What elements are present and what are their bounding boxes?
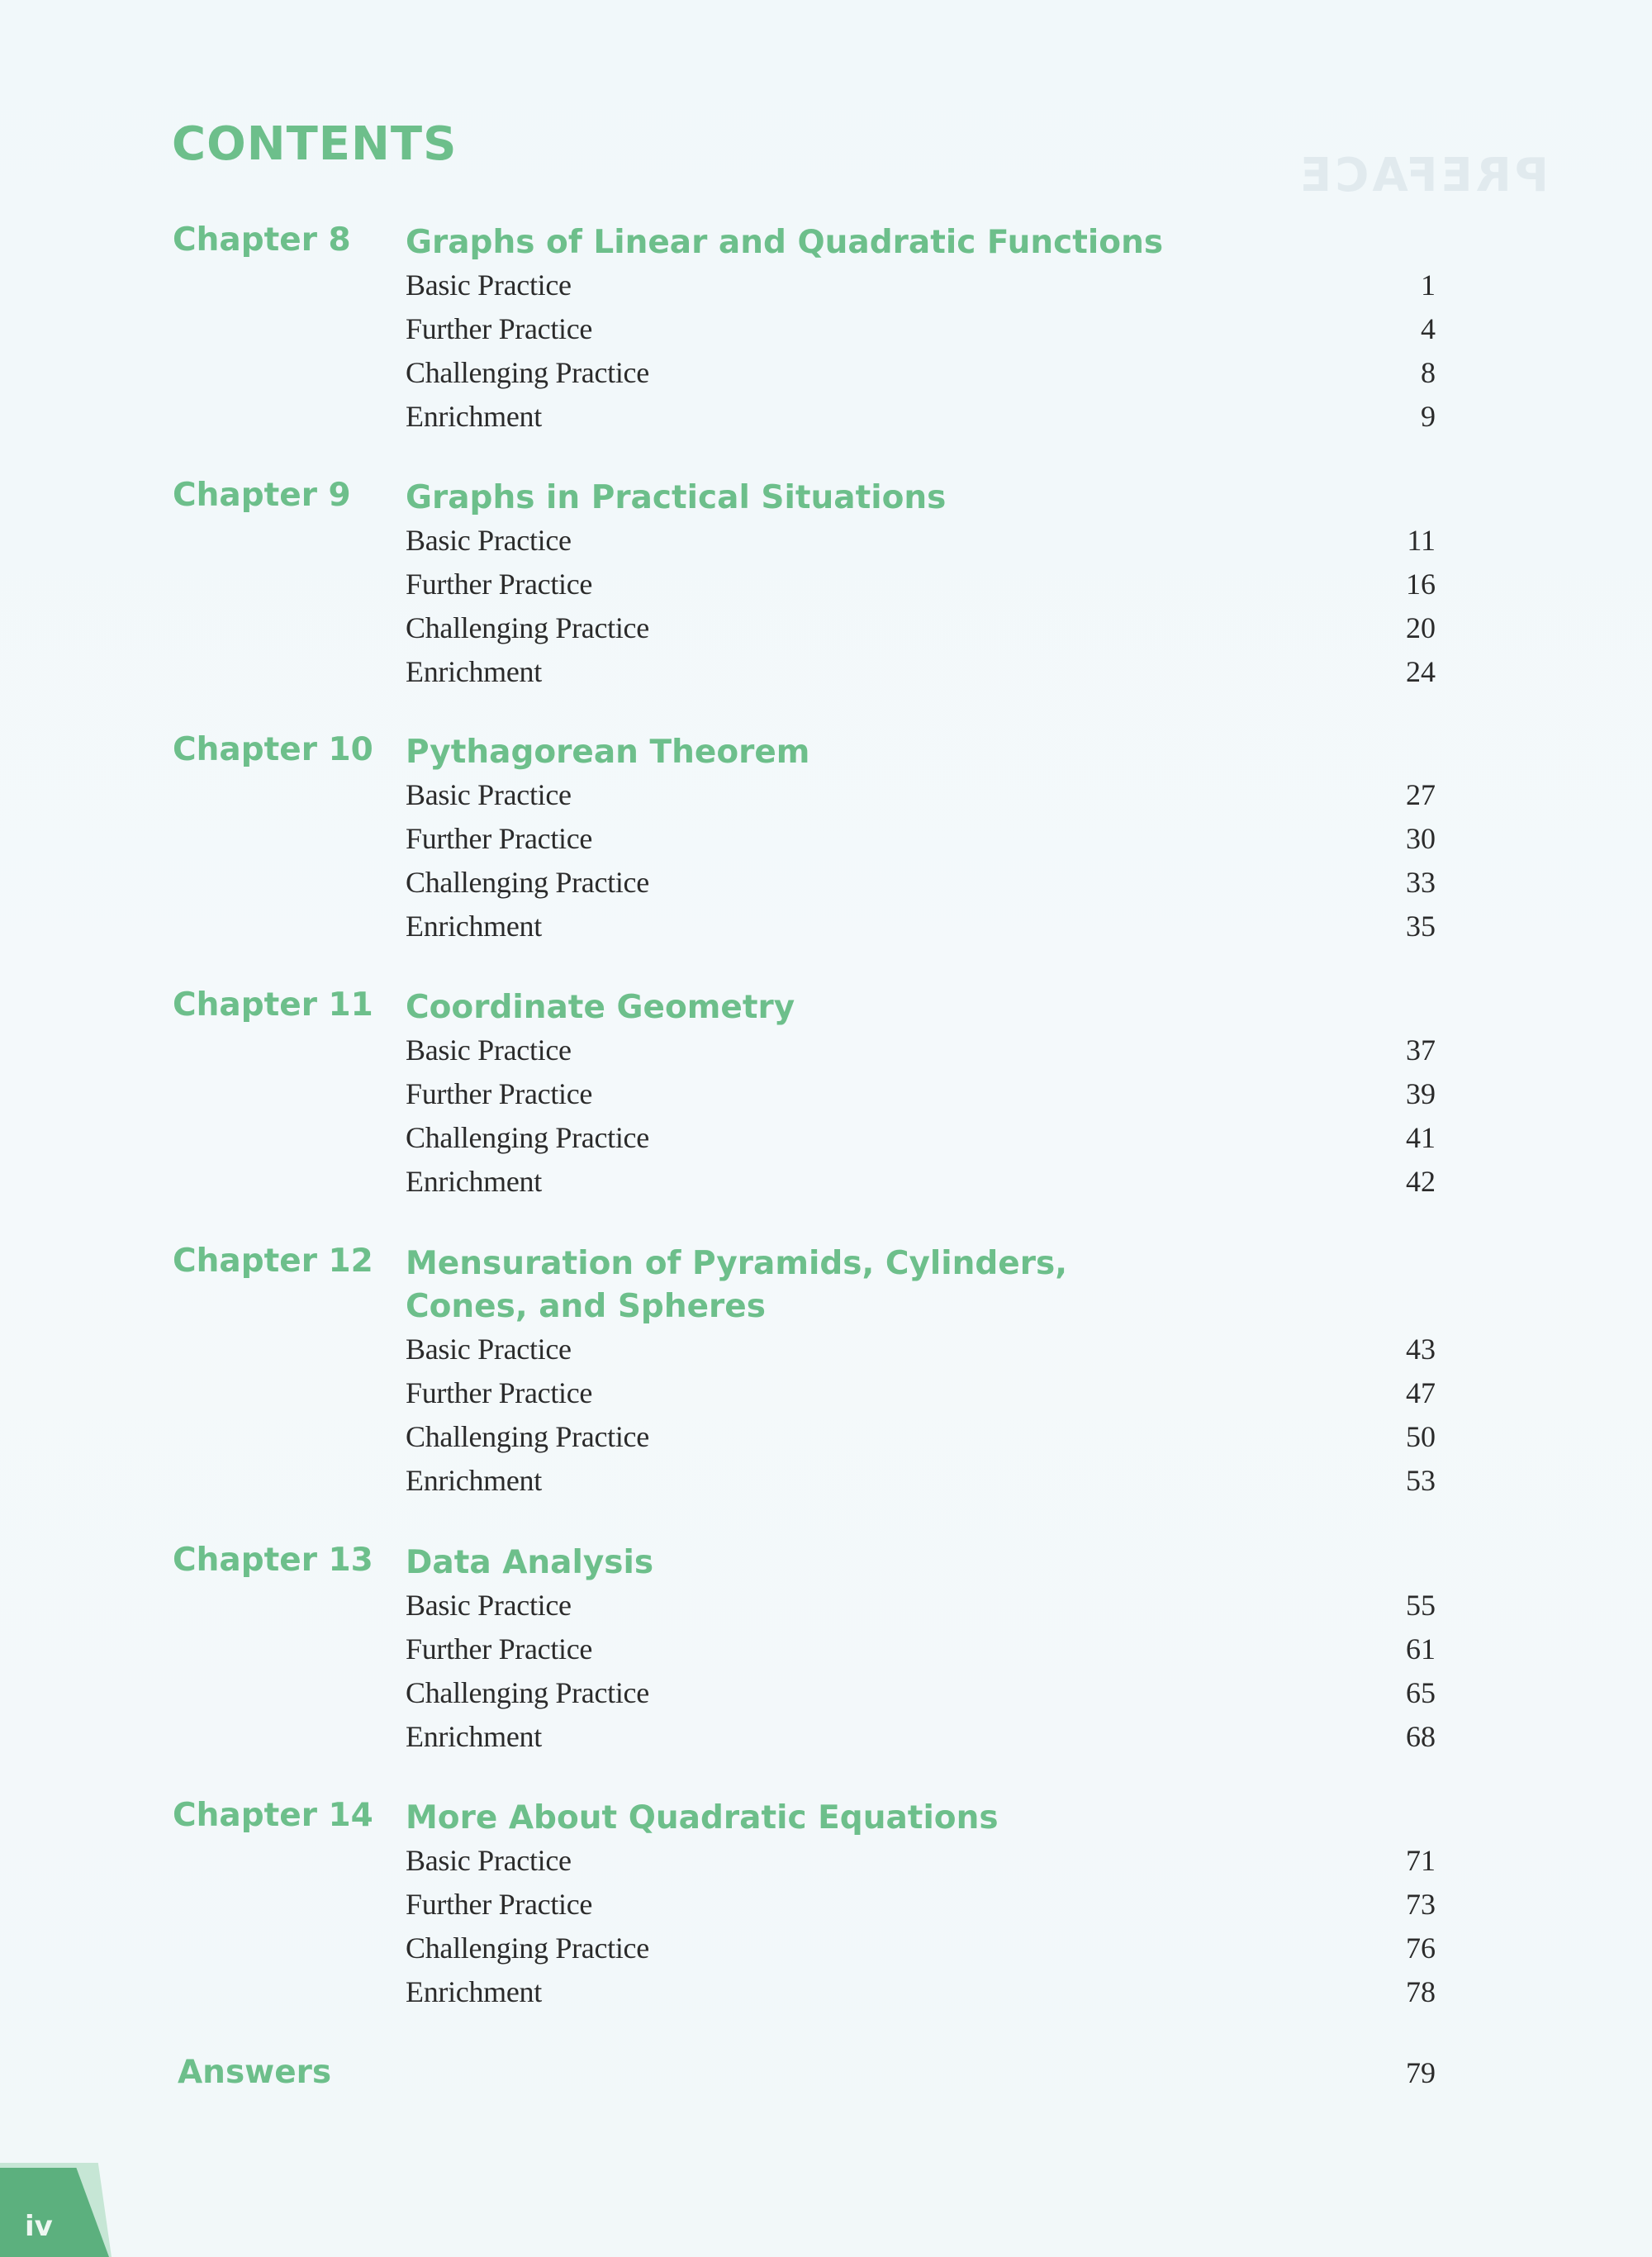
chapter-heading <box>0 986 1652 1029</box>
chapter-number: Chapter 9 <box>173 477 351 514</box>
chapter-title[interactable]: Mensuration of Pyramids, Cylinders, Cones, and Spheres <box>406 1245 1068 1325</box>
entry-page-number: 16 <box>1406 568 1436 601</box>
entry-page-number: 4 <box>1421 312 1436 345</box>
bleed-title: PREFACE <box>1297 149 1549 202</box>
answers-entry[interactable] <box>0 2054 1652 2097</box>
entry-page-number: 39 <box>1406 1077 1436 1110</box>
chapter-11 <box>0 986 1652 1205</box>
entry-page-number: 53 <box>1406 1464 1436 1497</box>
answers-page-number: 79 <box>1406 2056 1436 2089</box>
toc-entry[interactable] <box>0 264 1652 308</box>
chapter-title[interactable]: More About Quadratic Equations <box>406 1799 999 1836</box>
toc-entry[interactable] <box>0 1884 1652 1927</box>
entry-label: Challenging Practice <box>406 356 649 389</box>
entry-label: Further Practice <box>406 822 593 855</box>
toc-entry[interactable] <box>0 1117 1652 1161</box>
entry-label: Further Practice <box>406 1632 593 1665</box>
section-list <box>0 1328 1652 1504</box>
entry-page-number: 65 <box>1406 1676 1436 1709</box>
entry-label: Challenging Practice <box>406 611 649 644</box>
chapter-13 <box>0 1542 1652 1760</box>
toc-entry[interactable] <box>0 1927 1652 1971</box>
toc-entry[interactable] <box>0 308 1652 352</box>
section-list <box>0 1029 1652 1205</box>
chapter-heading <box>0 221 1652 264</box>
section-list <box>0 1840 1652 2015</box>
toc-entry[interactable] <box>0 1029 1652 1073</box>
entry-label: Further Practice <box>406 1888 593 1921</box>
entry-page-number: 1 <box>1421 268 1436 302</box>
entry-label: Enrichment <box>406 655 542 688</box>
entry-page-number: 50 <box>1406 1420 1436 1453</box>
chapter-heading <box>0 1542 1652 1585</box>
entry-page-number: 61 <box>1406 1632 1436 1665</box>
toc-entry[interactable] <box>0 905 1652 949</box>
chapter-title[interactable]: Coordinate Geometry <box>406 989 795 1026</box>
entry-page-number: 11 <box>1407 524 1436 557</box>
entry-label: Challenging Practice <box>406 1932 649 1965</box>
toc-entry[interactable] <box>0 1328 1652 1372</box>
chapter-number: Chapter 12 <box>173 1243 373 1280</box>
entry-page-number: 71 <box>1406 1844 1436 1877</box>
section-list <box>0 1585 1652 1760</box>
entry-page-number: 76 <box>1406 1932 1436 1965</box>
chapter-title[interactable]: Graphs of Linear and Quadratic Functions <box>406 224 1164 261</box>
chapter-heading <box>0 1797 1652 1840</box>
toc-entry[interactable] <box>0 1716 1652 1760</box>
toc-entry[interactable] <box>0 1840 1652 1884</box>
toc-entry[interactable] <box>0 352 1652 396</box>
entry-page-number: 37 <box>1406 1033 1436 1067</box>
toc-entry[interactable] <box>0 818 1652 862</box>
chapter-10 <box>0 731 1652 949</box>
chapter-heading <box>0 1243 1652 1328</box>
chapter-number: Chapter 14 <box>173 1797 373 1834</box>
chapter-title[interactable]: Pythagorean Theorem <box>406 734 810 771</box>
entry-page-number: 42 <box>1406 1165 1436 1198</box>
section-list <box>0 520 1652 695</box>
toc-entry[interactable] <box>0 1460 1652 1504</box>
entry-label: Challenging Practice <box>406 1420 649 1453</box>
toc-entry[interactable] <box>0 1585 1652 1628</box>
page-number: iv <box>25 2210 53 2243</box>
toc-entry[interactable] <box>0 607 1652 651</box>
answers-label: Answers <box>178 2054 332 2091</box>
entry-page-number: 30 <box>1406 822 1436 855</box>
entry-label: Basic Practice <box>406 1333 572 1366</box>
toc-entry[interactable] <box>0 1416 1652 1460</box>
chapter-14 <box>0 1797 1652 2015</box>
entry-label: Further Practice <box>406 1077 593 1110</box>
entry-page-number: 73 <box>1406 1888 1436 1921</box>
entry-page-number: 55 <box>1406 1589 1436 1622</box>
entry-page-number: 78 <box>1406 1975 1436 2008</box>
section-list <box>0 264 1652 440</box>
toc-entry[interactable] <box>0 1672 1652 1716</box>
entry-label: Basic Practice <box>406 1589 572 1622</box>
entry-label: Enrichment <box>406 1464 542 1497</box>
toc-entry[interactable] <box>0 1628 1652 1672</box>
chapter-number: Chapter 11 <box>173 986 373 1024</box>
entry-label: Challenging Practice <box>406 1676 649 1709</box>
entry-label: Challenging Practice <box>406 1121 649 1154</box>
section-list <box>0 774 1652 949</box>
toc-entry[interactable] <box>0 1073 1652 1117</box>
entry-label: Further Practice <box>406 1376 593 1409</box>
entry-label: Further Practice <box>406 568 593 601</box>
entry-page-number: 8 <box>1421 356 1436 389</box>
entry-label: Basic Practice <box>406 524 572 557</box>
entry-page-number: 41 <box>1406 1121 1436 1154</box>
toc-entry[interactable] <box>0 651 1652 695</box>
toc-entry[interactable] <box>0 1372 1652 1416</box>
entry-label: Enrichment <box>406 1165 542 1198</box>
chapter-9 <box>0 477 1652 695</box>
entry-label: Enrichment <box>406 1720 542 1753</box>
chapter-title[interactable]: Graphs in Practical Situations <box>406 479 947 516</box>
toc-entry[interactable] <box>0 1971 1652 2015</box>
toc-entry[interactable] <box>0 1161 1652 1205</box>
chapter-number: Chapter 8 <box>173 221 351 259</box>
chapter-title[interactable]: Data Analysis <box>406 1544 654 1581</box>
entry-page-number: 47 <box>1406 1376 1436 1409</box>
entry-label: Basic Practice <box>406 778 572 811</box>
entry-label: Challenging Practice <box>406 866 649 899</box>
entry-label: Enrichment <box>406 400 542 433</box>
entry-page-number: 33 <box>1406 866 1436 899</box>
entry-label: Enrichment <box>406 1975 542 2008</box>
entry-page-number: 9 <box>1421 400 1436 433</box>
entry-page-number: 24 <box>1406 655 1436 688</box>
chapter-number: Chapter 10 <box>173 731 373 768</box>
entry-page-number: 43 <box>1406 1333 1436 1366</box>
entry-label: Basic Practice <box>406 1033 572 1067</box>
toc-entry[interactable] <box>0 862 1652 905</box>
entry-label: Basic Practice <box>406 268 572 302</box>
entry-page-number: 20 <box>1406 611 1436 644</box>
chapter-heading <box>0 731 1652 774</box>
chapter-heading <box>0 477 1652 520</box>
entry-label: Enrichment <box>406 910 542 943</box>
entry-label: Basic Practice <box>406 1844 572 1877</box>
entry-page-number: 27 <box>1406 778 1436 811</box>
page-title: CONTENTS <box>172 117 458 171</box>
toc-entry[interactable] <box>0 563 1652 607</box>
entry-page-number: 35 <box>1406 910 1436 943</box>
chapter-12 <box>0 1243 1652 1504</box>
toc-entry[interactable] <box>0 774 1652 818</box>
chapter-8 <box>0 221 1652 440</box>
entry-page-number: 68 <box>1406 1720 1436 1753</box>
toc-entry[interactable] <box>0 520 1652 563</box>
chapter-number: Chapter 13 <box>173 1542 373 1579</box>
entry-label: Further Practice <box>406 312 593 345</box>
toc-entry[interactable] <box>0 396 1652 440</box>
